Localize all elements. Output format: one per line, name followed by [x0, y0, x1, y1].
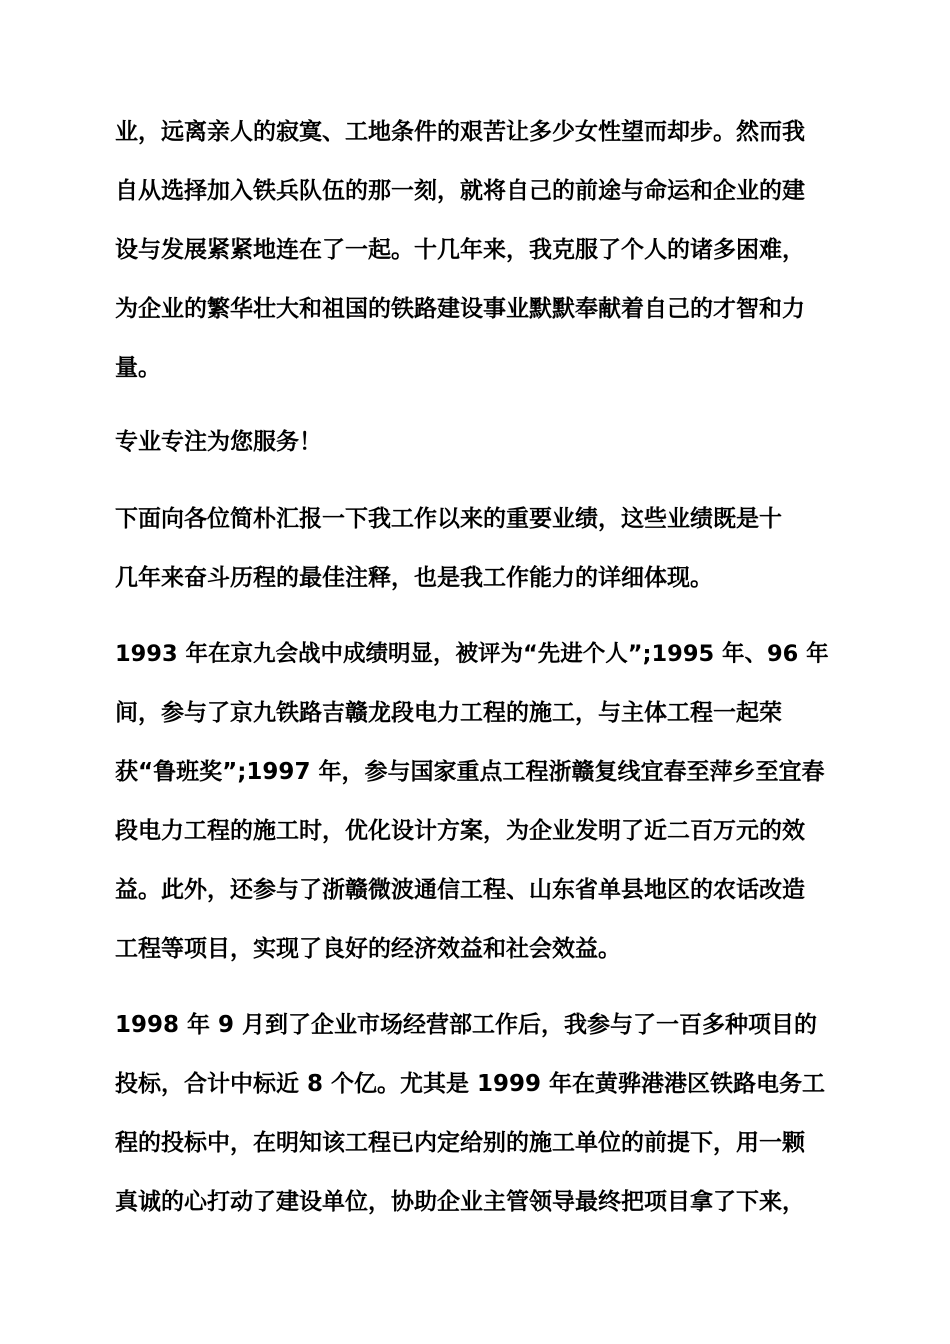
paragraph-3-line-5: 益。此外，还参与了浙赣微波通信工程、山东省单县地区的农话改造	[115, 877, 805, 903]
paragraph-3-line-3: 获“鲁班奖”;1997 年，参与国家重点工程浙赣复线宜春至萍乡至宜春	[115, 759, 825, 785]
paragraph-4-line-4: 真诚的心打动了建设单位，协助企业主管领导最终把项目拿了下来，	[115, 1189, 805, 1215]
paragraph-3-line-4: 段电力工程的施工时，优化设计方案，为企业发明了近二百万元的效	[115, 818, 805, 844]
paragraph-1-line-3: 设与发展紧紧地连在了一起。十几年来，我克服了个人的诸多困难，	[115, 237, 805, 263]
service-note: 专业专注为您服务！	[115, 429, 322, 455]
paragraph-2-line-2: 几年来奋斗历程的最佳注释，也是我工作能力的详细体现。	[115, 565, 713, 591]
paragraph-4-line-1: 1998 年 9 月到了企业市场经营部工作后，我参与了一百多种项目的	[115, 1012, 818, 1038]
paragraph-2-line-1: 下面向各位简朴汇报一下我工作以来的重要业绩，这些业绩既是十	[115, 506, 782, 532]
paragraph-1-line-2: 自从选择加入铁兵队伍的那一刻，就将自己的前途与命运和企业的建	[115, 178, 805, 204]
paragraph-4-line-2: 投标，合计中标近 8 个亿。尤其是 1999 年在黄骅港港区铁路电务工	[115, 1071, 826, 1097]
paragraph-1-line-4: 为企业的繁华壮大和祖国的铁路建设事业默默奉献着自己的才智和力	[115, 296, 805, 322]
paragraph-3-line-2: 间，参与了京九铁路吉赣龙段电力工程的施工，与主体工程一起荣	[115, 700, 782, 726]
paragraph-1-line-1: 业，远离亲人的寂寞、工地条件的艰苦让多少女性望而却步。然而我	[115, 119, 805, 145]
paragraph-3-line-1: 1993 年在京九会战中成绩明显，被评为“先进个人”;1995 年、96 年	[115, 641, 829, 667]
paragraph-1-line-5: 量。	[115, 355, 161, 381]
paragraph-3-line-6: 工程等项目，实现了良好的经济效益和社会效益。	[115, 936, 621, 962]
paragraph-4-line-3: 程的投标中，在明知该工程已内定给别的施工单位的前提下，用一颗	[115, 1130, 805, 1156]
